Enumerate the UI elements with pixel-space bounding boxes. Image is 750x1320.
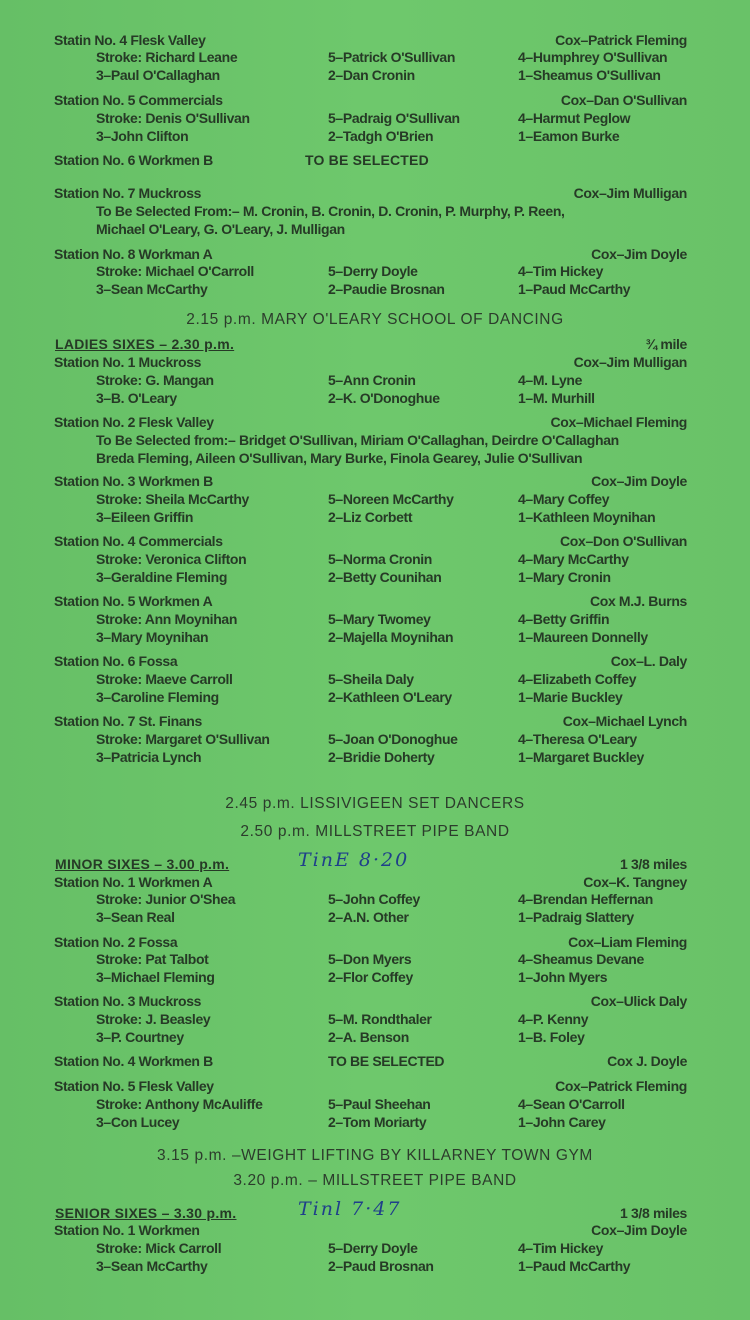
selected-from-line bbox=[0, 220, 750, 238]
crew-member: 2–A.N. Other bbox=[328, 909, 409, 925]
crew-row bbox=[0, 371, 750, 389]
to-be-selected-label: TO BE SELECTED bbox=[305, 152, 429, 168]
crew-row bbox=[0, 1028, 750, 1046]
crew-row bbox=[0, 730, 750, 748]
crew-row bbox=[0, 1010, 750, 1028]
crew-member: 4–Tim Hickey bbox=[518, 1240, 604, 1256]
station-header bbox=[0, 532, 750, 550]
crew-member: Stroke: Denis O'Sullivan bbox=[96, 110, 250, 126]
crew-row bbox=[0, 389, 750, 407]
crew-member: 3–Caroline Fleming bbox=[96, 689, 219, 705]
cox-name: Cox–Jim Doyle bbox=[591, 1222, 687, 1238]
selected-from-text: To Be Selected from:– Bridget O'Sullivan, Miriam O'Callaghan, Deirdre O'Callaghan bbox=[96, 432, 619, 448]
station-name: Station No. 1 Workmen A bbox=[54, 874, 213, 890]
station-header bbox=[0, 712, 750, 730]
crew-row bbox=[0, 968, 750, 986]
station-header bbox=[0, 151, 750, 169]
crew-row bbox=[0, 280, 750, 298]
cox-name: Cox–Patrick Fleming bbox=[555, 1078, 687, 1094]
crew-member: 2–Betty Counihan bbox=[328, 569, 442, 585]
cox-name: Cox–Liam Fleming bbox=[568, 934, 687, 950]
crew-member: Stroke: Margaret O'Sullivan bbox=[96, 731, 270, 747]
station-name: Station No. 5 Flesk Valley bbox=[54, 1078, 214, 1094]
race-title: MINOR SIXES – 3.00 p.m. bbox=[55, 856, 230, 872]
cox-name: Cox–Jim Doyle bbox=[591, 246, 687, 262]
crew-member: 5–Paul Sheehan bbox=[328, 1096, 431, 1112]
crew-row bbox=[0, 127, 750, 145]
handwritten-time: TinE 8·20 bbox=[298, 849, 410, 871]
event-line bbox=[0, 823, 750, 841]
crew-member: 1–Marie Buckley bbox=[518, 689, 623, 705]
crew-member: 2–Majella Moynihan bbox=[328, 629, 454, 645]
crew-member: 4–P. Kenny bbox=[518, 1011, 589, 1027]
crew-member: Stroke: Junior O'Shea bbox=[96, 891, 236, 907]
station-name: Station No. 6 Workmen B bbox=[54, 152, 213, 168]
station-name: Station No. 5 Commercials bbox=[54, 92, 223, 108]
cox-name: Cox–Jim Mulligan bbox=[573, 185, 687, 201]
cox-name: Cox J. Doyle bbox=[607, 1053, 687, 1069]
crew-member: 1–Sheamus O'Sullivan bbox=[518, 67, 661, 83]
crew-member: Stroke: Ann Moynihan bbox=[96, 611, 238, 627]
crew-member: 1–B. Foley bbox=[518, 1029, 585, 1045]
crew-member: Stroke: Anthony McAuliffe bbox=[96, 1096, 263, 1112]
station-header bbox=[0, 873, 750, 891]
race-title: SENIOR SIXES – 3.30 p.m. bbox=[55, 1205, 237, 1221]
crew-row bbox=[0, 66, 750, 84]
station-name: Station No. 3 Workmen B bbox=[54, 473, 213, 489]
crew-member: 5–Mary Twomey bbox=[328, 611, 431, 627]
station-name: Station No. 2 Flesk Valley bbox=[54, 414, 214, 430]
crew-row bbox=[0, 1257, 750, 1275]
crew-member: 2–Dan Cronin bbox=[328, 67, 415, 83]
crew-member: 3–Sean Real bbox=[96, 909, 175, 925]
crew-row bbox=[0, 490, 750, 508]
crew-member: 3–Geraldine Fleming bbox=[96, 569, 228, 585]
event-line bbox=[0, 1147, 750, 1165]
crew-member: 5–Norma Cronin bbox=[328, 551, 433, 567]
crew-member: 2–Flor Coffey bbox=[328, 969, 413, 985]
selected-from-line bbox=[0, 202, 750, 220]
crew-member: 2–Liz Corbett bbox=[328, 509, 413, 525]
race-distance: ¾ mile bbox=[645, 336, 687, 352]
crew-member: 1–John Carey bbox=[518, 1114, 606, 1130]
crew-row bbox=[0, 508, 750, 526]
crew-member: 4–Humphrey O'Sullivan bbox=[518, 49, 668, 65]
event-text: 2.50 p.m. MILLSTREET PIPE BAND bbox=[240, 823, 510, 840]
crew-member: 2–Paud Brosnan bbox=[328, 1258, 434, 1274]
crew-row bbox=[0, 48, 750, 66]
cox-name: Cox–Michael Lynch bbox=[562, 713, 687, 729]
crew-member: 2–Kathleen O'Leary bbox=[328, 689, 452, 705]
race-header bbox=[0, 1198, 750, 1222]
cox-name: Cox–Dan O'Sullivan bbox=[560, 92, 687, 108]
station-header bbox=[0, 1221, 750, 1239]
station-header bbox=[0, 245, 750, 263]
cox-name: Cox–K. Tangney bbox=[583, 874, 687, 890]
crew-row bbox=[0, 688, 750, 706]
crew-member: 5–Joan O'Donoghue bbox=[328, 731, 458, 747]
crew-row bbox=[0, 1239, 750, 1257]
crew-member: 4–Mary McCarthy bbox=[518, 551, 629, 567]
station-header bbox=[0, 31, 750, 49]
station-header bbox=[0, 91, 750, 109]
event-text: 3.15 p.m. –WEIGHT LIFTING BY KILLARNEY TOWN GYM bbox=[157, 1147, 593, 1164]
crew-row bbox=[0, 950, 750, 968]
crew-member: 5–M. Rondthaler bbox=[328, 1011, 432, 1027]
event-line bbox=[0, 1172, 750, 1190]
station-name: Station No. 6 Fossa bbox=[54, 653, 178, 669]
crew-member: 5–Don Myers bbox=[328, 951, 412, 967]
station-header bbox=[0, 933, 750, 951]
crew-member: Stroke: Veronica Clifton bbox=[96, 551, 247, 567]
crew-member: 2–Tadgh O'Brien bbox=[328, 128, 434, 144]
station-name: Station No. 3 Muckross bbox=[54, 993, 202, 1009]
race-distance: 1 3/8 miles bbox=[620, 856, 687, 872]
event-text: 2.45 p.m. LISSIVIGEEN SET DANCERS bbox=[225, 795, 525, 812]
crew-member: 3–Sean McCarthy bbox=[96, 1258, 208, 1274]
crew-row bbox=[0, 748, 750, 766]
crew-member: 5–Derry Doyle bbox=[328, 263, 418, 279]
station-name: Station No. 4 Workmen B bbox=[54, 1053, 213, 1069]
crew-member: 4–Mary Coffey bbox=[518, 491, 610, 507]
crew-member: Stroke: Sheila McCarthy bbox=[96, 491, 249, 507]
race-distance: 1 3/8 miles bbox=[620, 1205, 687, 1221]
crew-row bbox=[0, 550, 750, 568]
crew-member: 3–John Clifton bbox=[96, 128, 189, 144]
race-title: LADIES SIXES – 2.30 p.m. bbox=[55, 336, 235, 352]
cox-name: Cox–Jim Doyle bbox=[591, 473, 687, 489]
cox-name: Cox–Don O'Sullivan bbox=[560, 533, 687, 549]
crew-member: 4–Betty Griffin bbox=[518, 611, 610, 627]
station-header bbox=[0, 1077, 750, 1095]
crew-member: 1–M. Murhill bbox=[518, 390, 595, 406]
crew-member: Stroke: Maeve Carroll bbox=[96, 671, 233, 687]
cox-name: Cox–L. Daly bbox=[610, 653, 687, 669]
crew-member: 4–M. Lyne bbox=[518, 372, 583, 388]
crew-member: 5–Ann Cronin bbox=[328, 372, 416, 388]
crew-member: 1–Margaret Buckley bbox=[518, 749, 644, 765]
race-header bbox=[0, 849, 750, 873]
crew-member: Stroke: Richard Leane bbox=[96, 49, 238, 65]
crew-member: 1–Kathleen Moynihan bbox=[518, 509, 656, 525]
crew-member: Stroke: Pat Talbot bbox=[96, 951, 209, 967]
crew-member: 4–Harmut Peglow bbox=[518, 110, 631, 126]
cox-name: Cox–Jim Mulligan bbox=[573, 354, 687, 370]
crew-row bbox=[0, 890, 750, 908]
crew-member: 3–Eileen Griffin bbox=[96, 509, 194, 525]
station-name: Station No. 7 Muckross bbox=[54, 185, 202, 201]
station-name: Station No. 4 Commercials bbox=[54, 533, 223, 549]
selected-from-text: To Be Selected From:– M. Cronin, B. Cronin, D. Cronin, P. Murphy, P. Reen, bbox=[96, 203, 565, 219]
crew-member: 3–Michael Fleming bbox=[96, 969, 215, 985]
crew-member: 2–Paudie Brosnan bbox=[328, 281, 445, 297]
station-name: Station No. 5 Workmen A bbox=[54, 593, 213, 609]
station-header bbox=[0, 353, 750, 371]
crew-row bbox=[0, 109, 750, 127]
crew-row bbox=[0, 1095, 750, 1113]
selected-from-line bbox=[0, 449, 750, 467]
station-name: Station No. 2 Fossa bbox=[54, 934, 178, 950]
crew-member: 1–Padraig Slattery bbox=[518, 909, 634, 925]
crew-member: 4–Brendan Heffernan bbox=[518, 891, 653, 907]
crew-member: 1–Paud McCarthy bbox=[518, 281, 631, 297]
station-header bbox=[0, 652, 750, 670]
crew-member: Stroke: Mick Carroll bbox=[96, 1240, 222, 1256]
station-header bbox=[0, 592, 750, 610]
cox-name: Cox–Michael Fleming bbox=[550, 414, 687, 430]
selected-from-text: Breda Fleming, Aileen O'Sullivan, Mary Burke, Finola Gearey, Julie O'Sullivan bbox=[96, 450, 583, 466]
crew-row bbox=[0, 610, 750, 628]
station-name: Station No. 1 Muckross bbox=[54, 354, 202, 370]
crew-member: 3–B. O'Leary bbox=[96, 390, 177, 406]
event-text: 2.15 p.m. MARY O'LEARY SCHOOL OF DANCING bbox=[186, 311, 564, 328]
station-name: Station No. 7 St. Finans bbox=[54, 713, 202, 729]
crew-member: 3–Mary Moynihan bbox=[96, 629, 209, 645]
crew-member: 2–K. O'Donoghue bbox=[328, 390, 440, 406]
crew-member: Stroke: Michael O'Carroll bbox=[96, 263, 254, 279]
handwritten-time: Tinl 7·47 bbox=[298, 1198, 402, 1220]
to-be-selected-label: TO BE SELECTED bbox=[328, 1053, 445, 1069]
crew-member: 1–Maureen Donnelly bbox=[518, 629, 648, 645]
crew-member: 5–Patrick O'Sullivan bbox=[328, 49, 456, 65]
station-header bbox=[0, 1052, 750, 1070]
selected-from-line bbox=[0, 431, 750, 449]
crew-row bbox=[0, 670, 750, 688]
crew-member: 4–Elizabeth Coffey bbox=[518, 671, 637, 687]
event-line bbox=[0, 795, 750, 813]
crew-member: 5–Sheila Daly bbox=[328, 671, 414, 687]
selected-from-text: Michael O'Leary, G. O'Leary, J. Mulligan bbox=[96, 221, 345, 237]
crew-member: 3–Sean McCarthy bbox=[96, 281, 208, 297]
crew-member: 4–Tim Hickey bbox=[518, 263, 604, 279]
cox-name: Cox M.J. Burns bbox=[589, 593, 687, 609]
cox-name: Cox–Patrick Fleming bbox=[555, 32, 687, 48]
crew-member: 1–John Myers bbox=[518, 969, 608, 985]
crew-member: 1–Paud McCarthy bbox=[518, 1258, 631, 1274]
cox-name: Cox–Ulick Daly bbox=[590, 993, 687, 1009]
crew-row bbox=[0, 908, 750, 926]
station-name: Station No. 8 Workman A bbox=[54, 246, 213, 262]
crew-member: 4–Theresa O'Leary bbox=[518, 731, 637, 747]
crew-member: 5–John Coffey bbox=[328, 891, 420, 907]
station-header bbox=[0, 413, 750, 431]
station-header bbox=[0, 472, 750, 490]
event-line bbox=[0, 311, 750, 329]
crew-row bbox=[0, 628, 750, 646]
crew-member: 3–P. Courtney bbox=[96, 1029, 184, 1045]
crew-member: 4–Sheamus Devane bbox=[518, 951, 644, 967]
crew-member: Stroke: J. Beasley bbox=[96, 1011, 211, 1027]
event-text: 3.20 p.m. – MILLSTREET PIPE BAND bbox=[233, 1172, 517, 1189]
crew-row bbox=[0, 262, 750, 280]
station-name: Station No. 1 Workmen bbox=[54, 1222, 200, 1238]
station-header bbox=[0, 992, 750, 1010]
crew-row bbox=[0, 1113, 750, 1131]
race-header bbox=[0, 335, 750, 353]
crew-row bbox=[0, 568, 750, 586]
crew-member: 3–Paul O'Callaghan bbox=[96, 67, 220, 83]
crew-member: 5–Derry Doyle bbox=[328, 1240, 418, 1256]
station-header bbox=[0, 184, 750, 202]
crew-member: 1–Eamon Burke bbox=[518, 128, 620, 144]
crew-member: 2–A. Benson bbox=[328, 1029, 409, 1045]
station-name: Statin No. 4 Flesk Valley bbox=[54, 32, 206, 48]
crew-member: 4–Sean O'Carroll bbox=[518, 1096, 625, 1112]
crew-member: 3–Patricia Lynch bbox=[96, 749, 202, 765]
crew-member: 1–Mary Cronin bbox=[518, 569, 611, 585]
crew-member: Stroke: G. Mangan bbox=[96, 372, 214, 388]
crew-member: 5–Noreen McCarthy bbox=[328, 491, 454, 507]
crew-member: 5–Padraig O'Sullivan bbox=[328, 110, 460, 126]
crew-member: 2–Tom Moriarty bbox=[328, 1114, 427, 1130]
crew-member: 3–Con Lucey bbox=[96, 1114, 180, 1130]
crew-member: 2–Bridie Doherty bbox=[328, 749, 435, 765]
